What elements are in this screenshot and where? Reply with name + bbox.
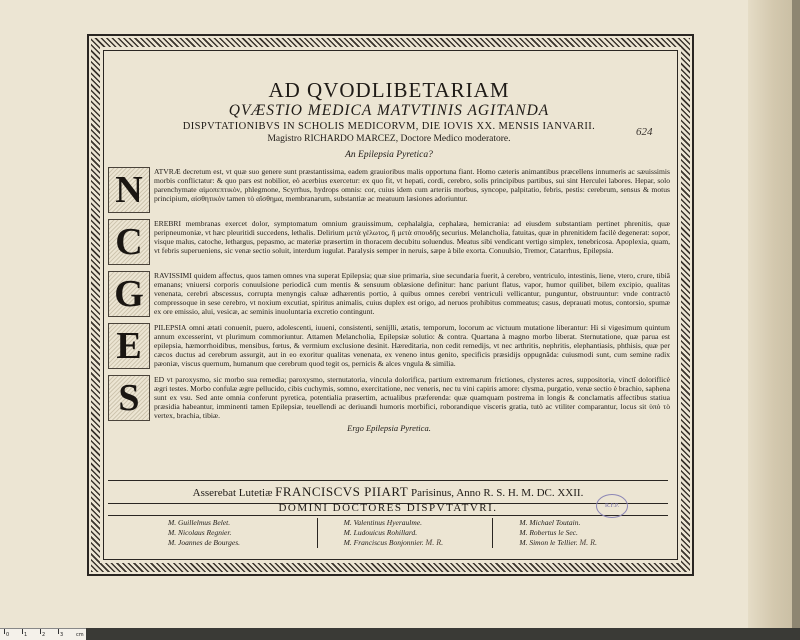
- handwritten-mark: M. R.: [425, 538, 444, 547]
- doctor-name: M. Ludouicus Rohillard.: [343, 528, 418, 537]
- paragraph-text: decretum est, vt quæ suo genere sunt præstantissima, eadem grauioribus malis opportuna fiant. Homo cæteris animantibus præcellens innumeris ac sæuissimis morbis conflictatur: & quo pars est nobilior, eò acerbius exercetur: ex quo fit, vt hepati, cordi, cerebro, solis principibus partibus, sui sint Herculei labores. Hepar, solo parenchymate αἱμοπεπτικὸν, phlegmone, Scyrrhus, hydrops omnis: cor, cuius idem cum arteriis morbus, syncope, palpitatio, febris, pestis: cerebrum, sensus & motus principium, αἰσθητικὸν tamen τὸ αἴσθημα, membranarum, substantiæ ac meatuum læsiones adoriuntur.: [154, 167, 670, 204]
- library-stamp: R.F.P.: [596, 494, 628, 518]
- drop-cap: C: [108, 219, 150, 265]
- doctor-name: M. Nicolaus Regnier.: [168, 528, 232, 537]
- page-edge: [792, 0, 800, 628]
- drop-cap: E: [108, 323, 150, 369]
- doctor-name: M. Michael Toutain.: [519, 518, 581, 527]
- doctors-column-1: [108, 518, 317, 548]
- doctor-name: M. Joannes de Bourges.: [168, 538, 240, 547]
- defender-name: FRANCISCVS PIIART: [275, 484, 409, 499]
- title: AD QVODLIBETARIAM: [268, 78, 510, 102]
- paragraph-5: [108, 375, 670, 422]
- paragraph-text: vt paroxysmo, sic morbo sua remedia; paroxysmo, sternutatoria, vincula dolorifica, partium extremarum frictiones, clysteres acres, suppositoria, vinctî doloriflicè ægri testes. Morbo confulæ ægre pellucido, cibis cuchymis, somno, exercitatione, nec veneris, nec tu vini capiris amore: clysma, purgatio, venæ sectio è brachio, saphena sunt ex vsu. Sed ante omnia conferunt pyretica, potentialia præsertim, actualibus præferenda: quæ quamquam postrema in longis & conclamatis affectibus statiua præsidia habeantur, imminenti tamen Epilepsiæ, teuellendi ac deriuandi humoris morbifici, roborandique visceris gratia, tutò ac vtiliter comparantur, locus sit ὑπὸ τὸ vertex, brachia, tibiæ.: [154, 375, 670, 421]
- scale-ruler: 0 1 2 3 cm: [0, 628, 86, 640]
- moderator-line: Magistro RICHARDO MARCEZ, Doctore Medico moderatore.: [267, 134, 511, 144]
- conclusion: Ergo Epilepsia Pyretica.: [347, 423, 431, 433]
- first-word: EREBRI: [154, 219, 182, 228]
- doctor-name: M. Guillelmus Belet.: [168, 518, 231, 527]
- question-line: An Epilepsia Pyretica?: [345, 150, 433, 160]
- first-word: PILEPSIA: [154, 323, 187, 332]
- defender-line: [108, 480, 668, 504]
- doctors-title: DOMINI DOCTORES DISPVTATVRI.: [278, 502, 498, 514]
- doctors-column-2: [317, 518, 493, 548]
- doctor-name: M. Valentinus Hyeraulme.: [343, 518, 422, 527]
- first-word: ED: [154, 375, 165, 384]
- paragraph-text: membranas exercet dolor, symptomatum omnium grauissimum, cephalalgia, cephalæa, hemicrania: ad eiusdem substantiam pertinet phrenitis, quæ peripneumoniæ, vt hæc pleuritidi succedens, lethalis. Delirium μετὰ γέλωτος, ἢ μετὰ σπουδῆς securius. Melancholia, fatuitas, quæ in phrenitidem facilè degenerat: sopor, visque malus, catoche, lethargus, pepasmo, ac materiæ præsertim in thoracem decubitu soluendus. Meatus sibi vendicant vertigo simplex, tenebricosa. Apoplexia, quam, vt febris superueniens, sic venæ sectio soluit, interdum iugulat. Paralysis semper in neruis, sæpe à bile exorta. Conuulsio, Tremor, Catarrhus, Epilepsia.: [154, 219, 670, 256]
- doctor-name: M. Franciscus Bonjonnier. M. R.: [343, 538, 444, 547]
- doctors-list: [108, 515, 668, 548]
- defender-suffix: Parisinus, Anno R. S. H. M. DC. XXII.: [410, 487, 584, 499]
- defender-prefix: Asserebat Lutetiæ: [192, 487, 273, 499]
- paragraph-text: omni ætati conuenit, puero, adolescenti, iuueni, consistenti, senijlli, ætatis, temporum, locorum ac victuum mutatione liberantur: Hi si vigesimum quintum annum excesserint, vt plurimum commoriuntur. Attamen Melancholia, Epilepsiæ solutio: & contra. Quartana à magno morbo liberat. Sternutatione, quæ parua est epilepsia, hæmorrhoidibus, mensibus, fœtus, & vermium exclusione desinit. Hæreditaria, non cedit remedijs, vt nec arthritis, nephritis, elephantiasis, phthisis, quæ per cæcos ductus ad cerebrum assurgit, aut in eo exoritur qualitas venenata, ex veneno intus genito, specificis præsidijs oppugnãda: cuiusmodi sunt, cum semine radix pæoniæ, viscus quernum, humanum que cerebrum quod tegit os, pernicis & alces vngula & similia.: [154, 323, 670, 369]
- handwritten-mark: M. R.: [579, 538, 598, 547]
- doctor-name: M. Simon le Tellier. M. R.: [519, 538, 598, 547]
- subtitle: QVÆSTIO MEDICA MATVTINIS AGITANDA: [228, 102, 550, 119]
- paragraph-3: [108, 271, 670, 318]
- doctor-name: M. Robertus le Sec.: [519, 528, 578, 537]
- document-body: [108, 52, 670, 433]
- first-word: RAVISSIMI: [154, 271, 192, 280]
- drop-cap: N: [108, 167, 150, 213]
- paragraph-4: [108, 323, 670, 370]
- disputation-line: DISPVTATIONIBVS IN SCHOLIS MEDICORVM, DIE IOVIS XX. MENSIS IANVARII.: [182, 121, 596, 132]
- drop-cap: S: [108, 375, 150, 421]
- doctors-column-3: [492, 518, 668, 548]
- paragraph-1: [108, 167, 670, 214]
- paragraph-2: [108, 219, 670, 266]
- folio-number: 624: [636, 126, 653, 138]
- first-word: ATVRÆ: [154, 167, 181, 176]
- drop-cap: G: [108, 271, 150, 317]
- paragraph-text: quidem affectus, quos tamen omnes vna superat Epilepsia; quæ siue primaria, siue secundaria fuerit, à cerebro, ventriculo, intestinis, liene, vtero, crure, tibiâ emanans; vniuersi corporis conuulsione periodicâ cum mentis & sensuum oblæsione definitur: hanc pariunt flatus, vapor, humor quilibet, bilem excipio, qualitas venenata, cerebri abscessus, corrupta menyngis caluæ adhærentis portio, à quibus omnes cerebri ventriculi vellicantur, punguntur, obstruuntur: vnde contractò compressoque in sese cerebro, vt noxium excutiat, spiritus animalis, cuius duplex est origo, ad neruos prohibitus commeatus; casus, deprauati motus, contorsio, spumæ ex ore emissio, alui, vesicæ, ac seminis inuoluntaria excretio contingunt.: [154, 271, 670, 317]
